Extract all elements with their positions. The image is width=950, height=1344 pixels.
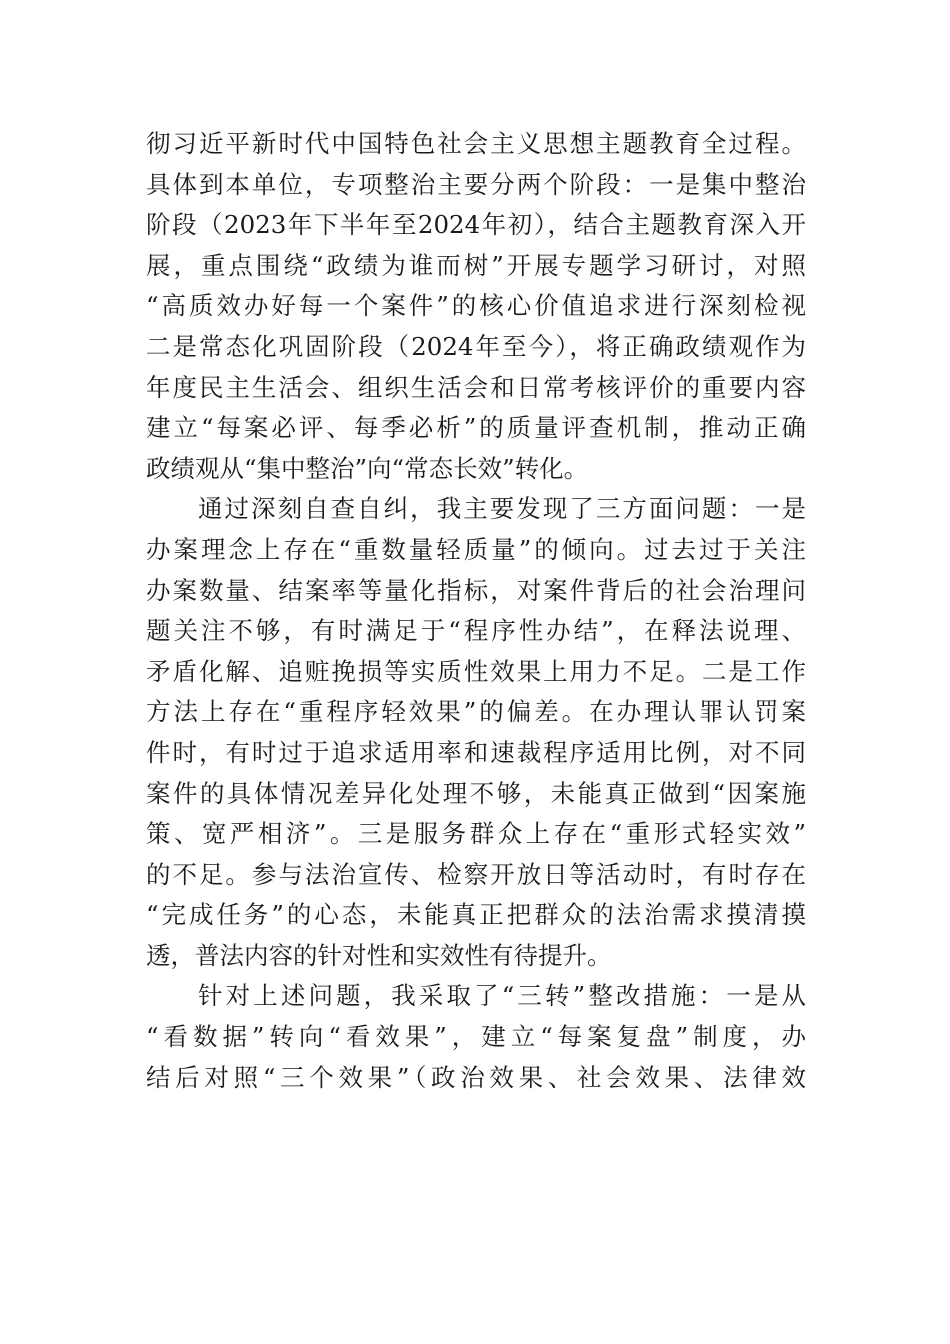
text-line: 通过深刻自查自纠，我主要发现了三方面问题：一是 [198,494,806,524]
text-line: “看数据”转向“看效果”，建立“每案复盘”制度，办 [146,1022,806,1052]
text-line: 展，重点围绕“政绩为谁而树”开展专题学习研讨，对照 [146,250,806,280]
text-line: 针对上述问题，我采取了“三转”整改措施：一是从 [198,981,806,1011]
text-line: “完成任务”的心态，未能真正把群众的法治需求摸清摸 [146,900,806,930]
text-line: 二是常态化巩固阶段（2024年至今），将正确政绩观作为 [146,331,806,361]
text-line: 件时，有时过于追求适用率和速裁程序适用比例，对不同 [146,737,806,767]
text-line: 年度民主生活会、组织生活会和日常考核评价的重要内容 [146,372,806,402]
text-line: 透，普法内容的针对性和实效性有待提升。 [146,940,612,970]
text-line: 结后对照“三个效果”（政治效果、社会效果、法律效 [146,1062,806,1092]
text-line: 办案数量、结案率等量化指标，对案件背后的社会治理问 [146,575,806,605]
paragraph-2 [146,489,806,976]
text-line: 彻习近平新时代中国特色社会主义思想主题教育全过程。 [146,129,806,158]
text-line: 方法上存在“重程序轻效果”的偏差。在办理认罪认罚案 [146,697,806,727]
text-line: 建立“每案必评、每季必析”的质量评查机制，推动正确 [146,413,806,443]
text-line: 办案理念上存在“重数量轻质量”的倾向。过去过于关注 [146,534,806,564]
text-line: 案件的具体情况差异化处理不够，未能真正做到“因案施 [146,778,806,808]
text-line: 矛盾化解、追赃挽损等实质性效果上用力不足。二是工作 [146,656,806,686]
paragraph-3 [146,976,806,1098]
document-body [146,124,806,1098]
text-line: 的不足。参与法治宣传、检察开放日等活动时，有时存在 [146,859,806,889]
text-line: 阶段（2023年下半年至2024年初），结合主题教育深入开 [146,210,806,240]
text-line: 具体到本单位，专项整治主要分两个阶段：一是集中整治 [146,169,806,199]
text-line: 题关注不够，有时满足于“程序性办结”，在释法说理、 [146,616,806,646]
text-line: “高质效办好每一个案件”的核心价值追求进行深刻检视 [146,291,806,321]
text-line: 策、宽严相济”。三是服务群众上存在“重形式轻实效” [146,819,806,849]
paragraph-1 [146,124,806,489]
text-line: 政绩观从“集中整治”向“常态长效”转化。 [146,453,589,483]
